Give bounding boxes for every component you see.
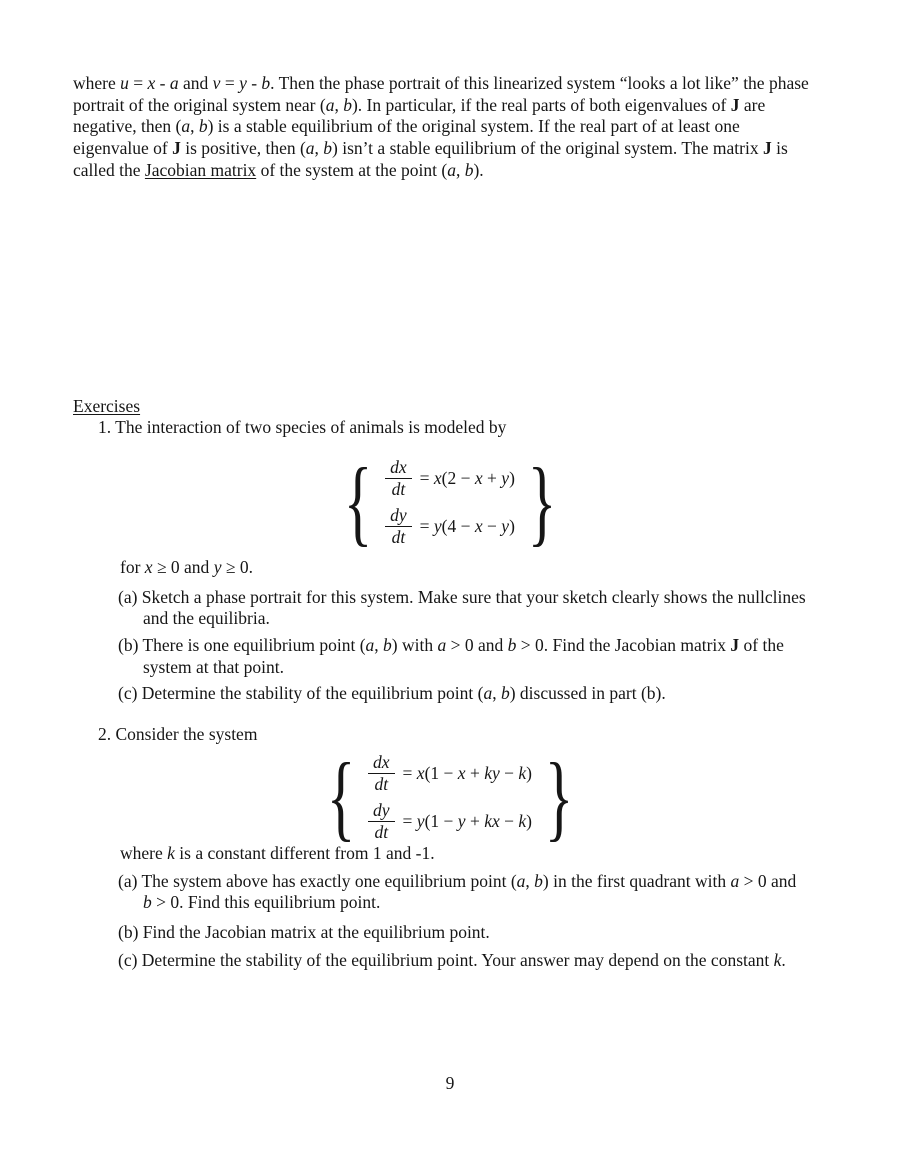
paragraph-line: portrait of the original system near (a, b). In particular, if the real parts of both eigenvalues of J are — [73, 94, 766, 115]
exercise-1-part-c-line: (c) Determine the stability of the equilibrium point (a, b) discussed in part (b). — [118, 683, 666, 703]
right-brace: } — [544, 743, 574, 850]
intro-paragraph — [73, 73, 809, 182]
fraction-denominator: dt — [374, 773, 389, 794]
exercise-2-system — [0, 743, 900, 850]
fraction — [385, 458, 412, 499]
paragraph-line: called the Jacobian matrix of the system at the point (a, b). — [73, 159, 484, 180]
exercise-2-part-b-line: (b) Find the Jacobian matrix at the equilibrium point. — [118, 922, 490, 942]
left-brace: { — [326, 743, 356, 850]
equation-rhs: = x(1 − x + ky − k) — [402, 762, 532, 783]
fraction-numerator: dx — [368, 753, 395, 774]
exercise-2-part-c-line: (c) Determine the stability of the equilibrium point. Your answer may depend on the constant k. — [118, 950, 786, 970]
exercise-1-domain: for x ≥ 0 and y ≥ 0. — [120, 557, 253, 577]
equation-rhs: = x(2 − x + y) — [419, 467, 515, 488]
exercise-2-part-a-line: b > 0. Find this equilibrium point. — [143, 892, 381, 912]
equation-row-dx — [368, 753, 532, 794]
paragraph-line: where u = x - a and v = y - b. Then the phase portrait of this linearized system “looks a lot like” the phase — [73, 73, 809, 93]
fraction-numerator: dx — [385, 458, 412, 479]
exercise-2-part-a-line: (a) The system above has exactly one equilibrium point (a, b) in the first quadrant with a > 0 and — [118, 871, 797, 891]
right-brace: } — [527, 448, 557, 555]
exercise-1-part-a-line: and the equilibria. — [143, 608, 270, 628]
equation-row-dy — [385, 506, 515, 547]
fraction — [368, 801, 395, 842]
fraction-denominator: dt — [374, 821, 389, 842]
paragraph-line: eigenvalue of J is positive, then (a, b) isn’t a stable equilibrium of the original system. The matrix J is — [73, 138, 788, 159]
fraction-numerator: dy — [385, 506, 412, 527]
equation-rhs: = y(4 − x − y) — [419, 515, 515, 536]
equation-rhs: = y(1 − y + kx − k) — [402, 810, 532, 831]
exercises-heading: Exercises — [73, 396, 141, 416]
equation-rows — [368, 753, 532, 842]
exercise-1-part-a-line: (a) Sketch a phase portrait for this system. Make sure that your sketch clearly shows the nullclines — [118, 587, 806, 607]
fraction-numerator: dy — [368, 801, 395, 822]
exercise-1-part-b-line: (b) There is one equilibrium point (a, b) with a > 0 and b > 0. Find the Jacobian matrix J of the — [118, 635, 784, 655]
exercise-1-part-b-line: system at that point. — [143, 657, 284, 677]
fraction — [368, 753, 395, 794]
exercise-1-title: 1. The interaction of two species of animals is modeled by — [98, 417, 507, 437]
fraction-denominator: dt — [391, 526, 406, 547]
equation-row-dy — [368, 801, 532, 842]
paragraph-line: negative, then (a, b) is a stable equilibrium of the original system. If the real part of at least one — [73, 116, 740, 137]
exercise-1-system — [0, 448, 900, 555]
equation-row-dx — [385, 458, 515, 499]
exercise-2-title: 2. Consider the system — [98, 724, 258, 744]
left-brace: { — [343, 448, 373, 555]
fraction — [385, 506, 412, 547]
exercise-2-note: where k is a constant different from 1 and -1. — [120, 843, 435, 863]
equation-rows — [385, 458, 515, 547]
page-number: 9 — [445, 1073, 455, 1093]
fraction-denominator: dt — [391, 478, 406, 499]
